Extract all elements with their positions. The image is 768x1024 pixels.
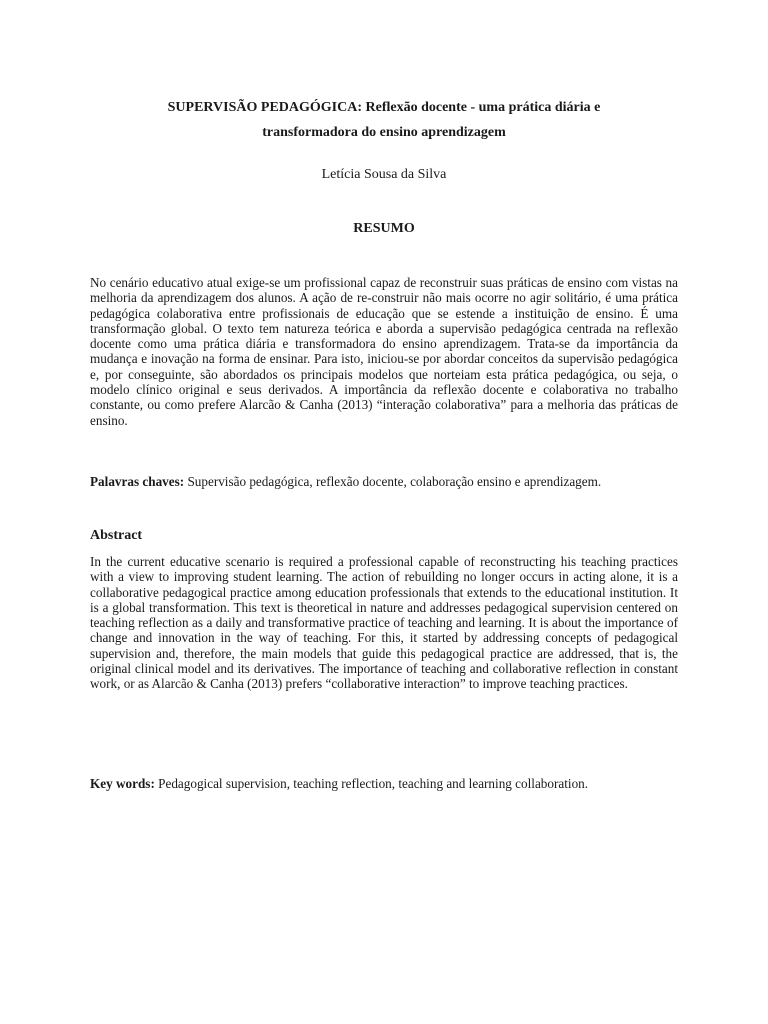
keywords-en [90,775,690,792]
title-line-1: SUPERVISÃO PEDAGÓGICA: Reflexão docente - uma prática diária e [167,100,601,115]
resumo-paragraph: No cenário educativo atual exige-se um profissional capaz de reconstruir suas práticas de ensino com vistas na melhoria da aprendizagem dos alunos. A ação de re-construir não mais ocorre no agir solitário, é uma prática pedagógica colaborativa entre profissionais de educação que se estende a instituição de ensino. É uma transformação global. O texto tem natureza teórica e aborda a supervisão pedagógica centrada na reflexão docente como uma prática diária e transformadora do ensino aprendizagem. Trata-se da importância da mudança e inovação na forma de ensinar. Para isto, iniciou-se por abordar conceitos da supervisão pedagógica e, por conseguinte, são abordados os principais modelos que norteiam esta prática pedagógica, ou seja, o modelo clínico original e seus derivados. A importância da reflexão docente e colaborativa no trabalho constante, ou como prefere Alarcão & Canha (2013) “interação colaborativa” para a melhoria das práticas de ensino. [90,275,678,428]
author-name: Letícia Sousa da Silva [321,167,447,182]
document-title [90,95,678,145]
abstract-paragraph: In the current educative scenario is required a professional capable of reconstructing his teaching practices with a view to improving student learning. The action of rebuilding no longer occurs in acting alone, it is a collaborative pedagogical practice among education professionals that extends to the educational institution. It is a global transformation. This text is theoretical in nature and addresses pedagogical supervision centered on teaching reflection as a daily and transformative practice of teaching and learning. It is about the importance of change and innovation in the way of teaching. For this, it started by addressing concepts of pedagogical supervision and, therefore, the main models that guide this pedagogical practice are addressed, that is, the original clinical model and its derivatives. The importance of teaching and collaborative reflection in constant work, or as Alarcão & Canha (2013) prefers “collaborative interaction” to improve teaching practices. [90,554,678,692]
keywords-pt-text: Supervisão pedagógica, reflexão docente, colaboração ensino e aprendizagem. [184,474,602,489]
resumo-heading: RESUMO [353,221,415,236]
keywords-en-label: Key words: [90,776,155,791]
abstract-heading: Abstract [90,528,143,543]
keywords-pt [90,473,690,490]
keywords-en-text: Pedagogical supervision, teaching reflection, teaching and learning collaboration. [154,776,589,791]
title-line-2: transformadora do ensino aprendizagem [262,125,506,140]
keywords-pt-label: Palavras chaves: [90,474,185,489]
